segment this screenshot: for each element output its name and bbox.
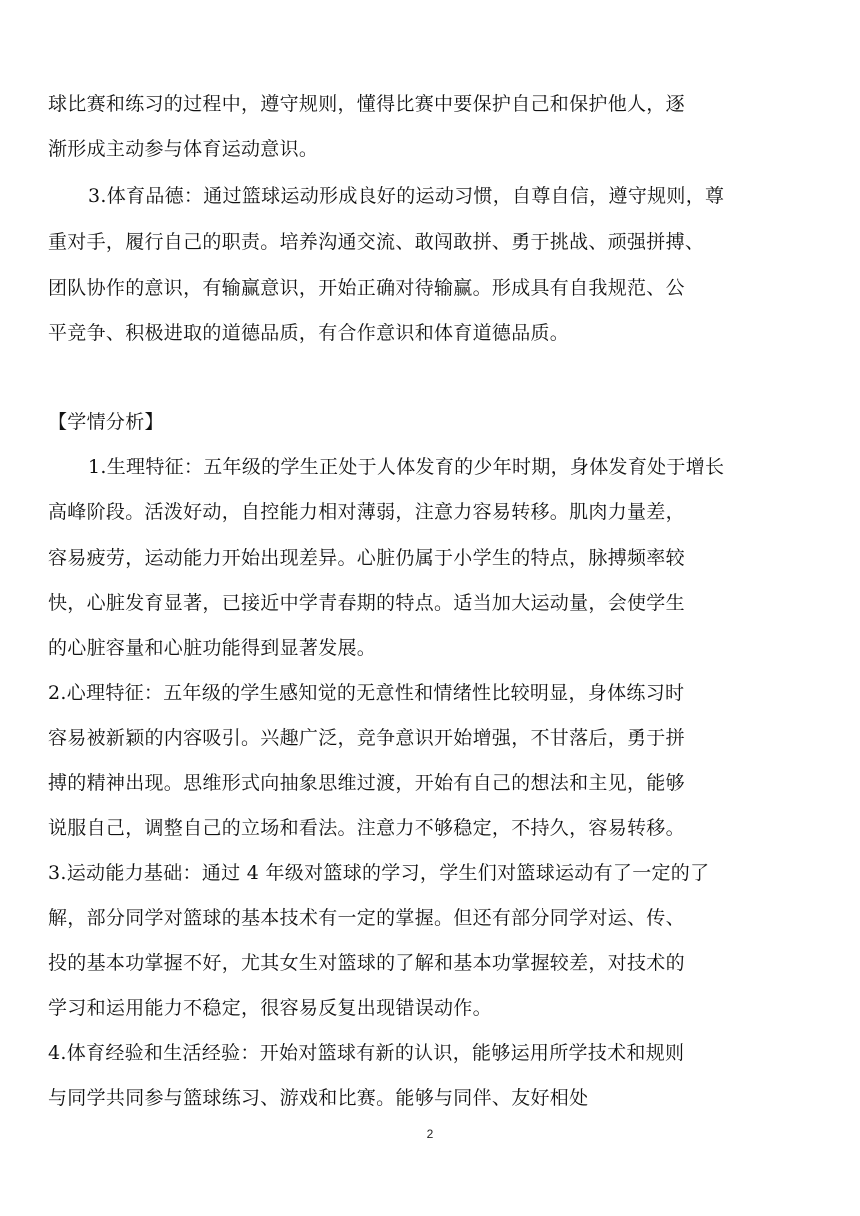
text-line: 2.心理特征：五年级的学生感知觉的无意性和情绪性比较明显，身体练习时 — [48, 682, 685, 704]
text-line: 搏的精神出现。思维形式向抽象思维过渡，开始有自己的想法和主见，能够 — [48, 772, 685, 794]
text-line: 快，心脏发育显著，已接近中学青春期的特点。适当加大运动量，会使学生 — [48, 592, 685, 614]
section-heading: 【学情分析】 — [48, 411, 164, 433]
text-line: 的心脏容量和心脏功能得到显著发展。 — [48, 637, 377, 659]
text-line: 1.生理特征：五年级的学生正处于人体发育的少年时期，身体发育处于增长 — [88, 456, 725, 478]
text-line: 说服自己，调整自己的立场和看法。注意力不够稳定，不持久，容易转移。 — [48, 817, 685, 839]
text-line: 4.体育经验和生活经验：开始对篮球有新的认识，能够运用所学技术和规则 — [48, 1042, 685, 1064]
text-line: 3.体育品德：通过篮球运动形成良好的运动习惯，自尊自信，遵守规则，尊 — [88, 185, 725, 207]
text-line: 容易被新颖的内容吸引。兴趣广泛，竞争意识开始增强，不甘落后，勇于拼 — [48, 727, 685, 749]
text-line: 3.运动能力基础：通过 4 年级对篮球的学习，学生们对篮球运动有了一定的了 — [48, 862, 710, 884]
text-line: 平竞争、积极进取的道德品质，有合作意识和体育道德品质。 — [48, 322, 570, 344]
text-line: 重对手，履行自己的职责。培养沟通交流、敢闯敢拼、勇于挑战、顽强拼搏、 — [48, 231, 705, 253]
text-line: 投的基本功掌握不好，尤其女生对篮球的了解和基本功掌握较差，对技术的 — [48, 952, 685, 974]
text-line: 高峰阶段。活泼好动，自控能力相对薄弱，注意力容易转移。肌肉力量差， — [48, 501, 685, 523]
page-number: 2 — [426, 1127, 434, 1141]
text-line: 与同学共同参与篮球练习、游戏和比赛。能够与同伴、友好相处 — [48, 1087, 589, 1109]
text-line: 容易疲劳，运动能力开始出现差异。心脏仍属于小学生的特点，脉搏频率较 — [48, 547, 685, 569]
text-line: 学习和运用能力不稳定，很容易反复出现错误动作。 — [48, 997, 492, 1019]
text-line: 渐形成主动参与体育运动意识。 — [48, 138, 319, 160]
text-line: 团队协作的意识，有输赢意识，开始正确对待输赢。形成具有自我规范、公 — [48, 277, 685, 299]
text-line: 球比赛和练习的过程中，遵守规则，懂得比赛中要保护自己和保护他人，逐 — [48, 93, 685, 115]
text-line: 解，部分同学对篮球的基本技术有一定的掌握。但还有部分同学对运、传、 — [48, 907, 685, 929]
